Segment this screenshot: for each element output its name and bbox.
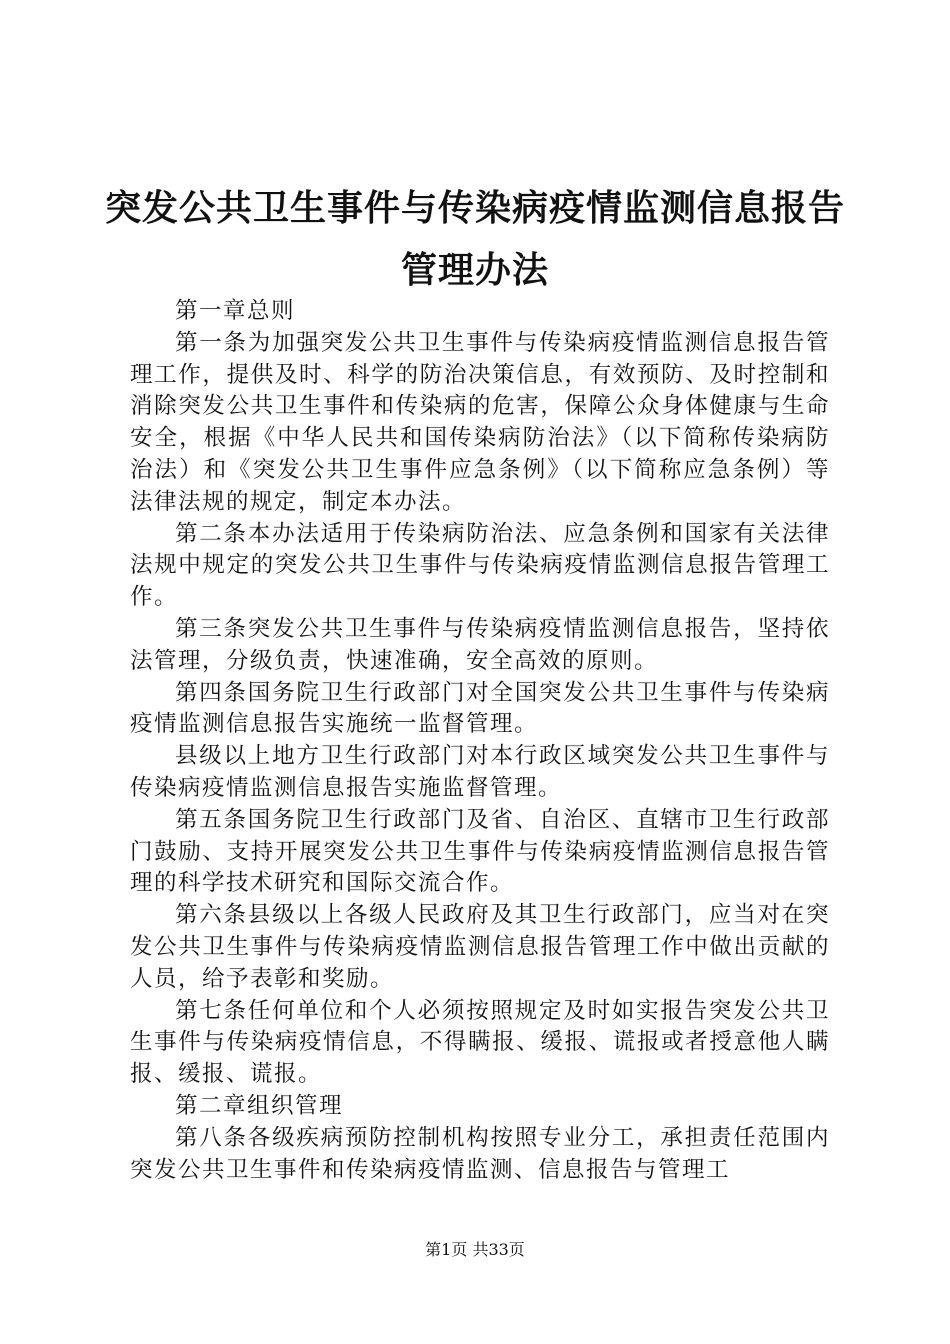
article-paragraph: 县级以上地方卫生行政部门对本行政区域突发公共卫生事件与传染病疫情监测信息报告实施监督管理。 bbox=[130, 743, 830, 801]
document-title-line-2: 管理办法 bbox=[400, 249, 549, 291]
document-title-line-1: 突发公共卫生事件与传染病疫情监测信息报告 bbox=[104, 187, 845, 229]
page-footer: 第1页 共33页 bbox=[425, 1240, 525, 1259]
article-paragraph: 第一条为加强突发公共卫生事件与传染病疫情监测信息报告管理工作，提供及时、科学的防治决策信息，有效预防、及时控制和消除突发公共卫生事件和传染病的危害，保障公众身体健康与生命安全，根据《中华人民共和国传染病防治法》（以下简称传染病防治法）和《突发公共卫生事件应急条例》（以下简称应急条例）等法律法规的规定，制定本办法。 bbox=[130, 329, 830, 515]
article-paragraph: 第四条国务院卫生行政部门对全国突发公共卫生事件与传染病疫情监测信息报告实施统一监督管理。 bbox=[130, 679, 830, 738]
chapter-heading: 第二章组织管理 bbox=[175, 1092, 344, 1119]
article-paragraph: 第六条县级以上各级人民政府及其卫生行政部门，应当对在突发公共卫生事件与传染病疫情监测信息报告管理工作中做出贡献的人员，给予表彰和奖励。 bbox=[130, 902, 830, 992]
article-paragraph: 第二条本办法适用于传染病防治法、应急条例和国家有关法律法规中规定的突发公共卫生事件与传染病疫情监测信息报告管理工作。 bbox=[130, 520, 830, 611]
article-paragraph: 第五条国务院卫生行政部门及省、自治区、直辖市卫生行政部门鼓励、支持开展突发公共卫生事件与传染病疫情监测信息报告管理的科学技术研究和国际交流合作。 bbox=[130, 806, 830, 897]
document-body bbox=[130, 296, 830, 1186]
article-paragraph: 第七条任何单位和个人必须按照规定及时如实报告突发公共卫生事件与传染病疫情信息，不得瞒报、缓报、谎报或者授意他人瞒报、缓报、谎报。 bbox=[130, 997, 830, 1088]
article-paragraph: 第三条突发公共卫生事件与传染病疫情监测信息报告，坚持依法管理，分级负责，快速准确，安全高效的原则。 bbox=[130, 615, 830, 674]
article-paragraph: 第八条各级疾病预防控制机构按照专业分工，承担责任范围内突发公共卫生事件和传染病疫情监测、信息报告与管理工 bbox=[130, 1124, 830, 1183]
chapter-heading: 第一章总则 bbox=[175, 298, 296, 324]
